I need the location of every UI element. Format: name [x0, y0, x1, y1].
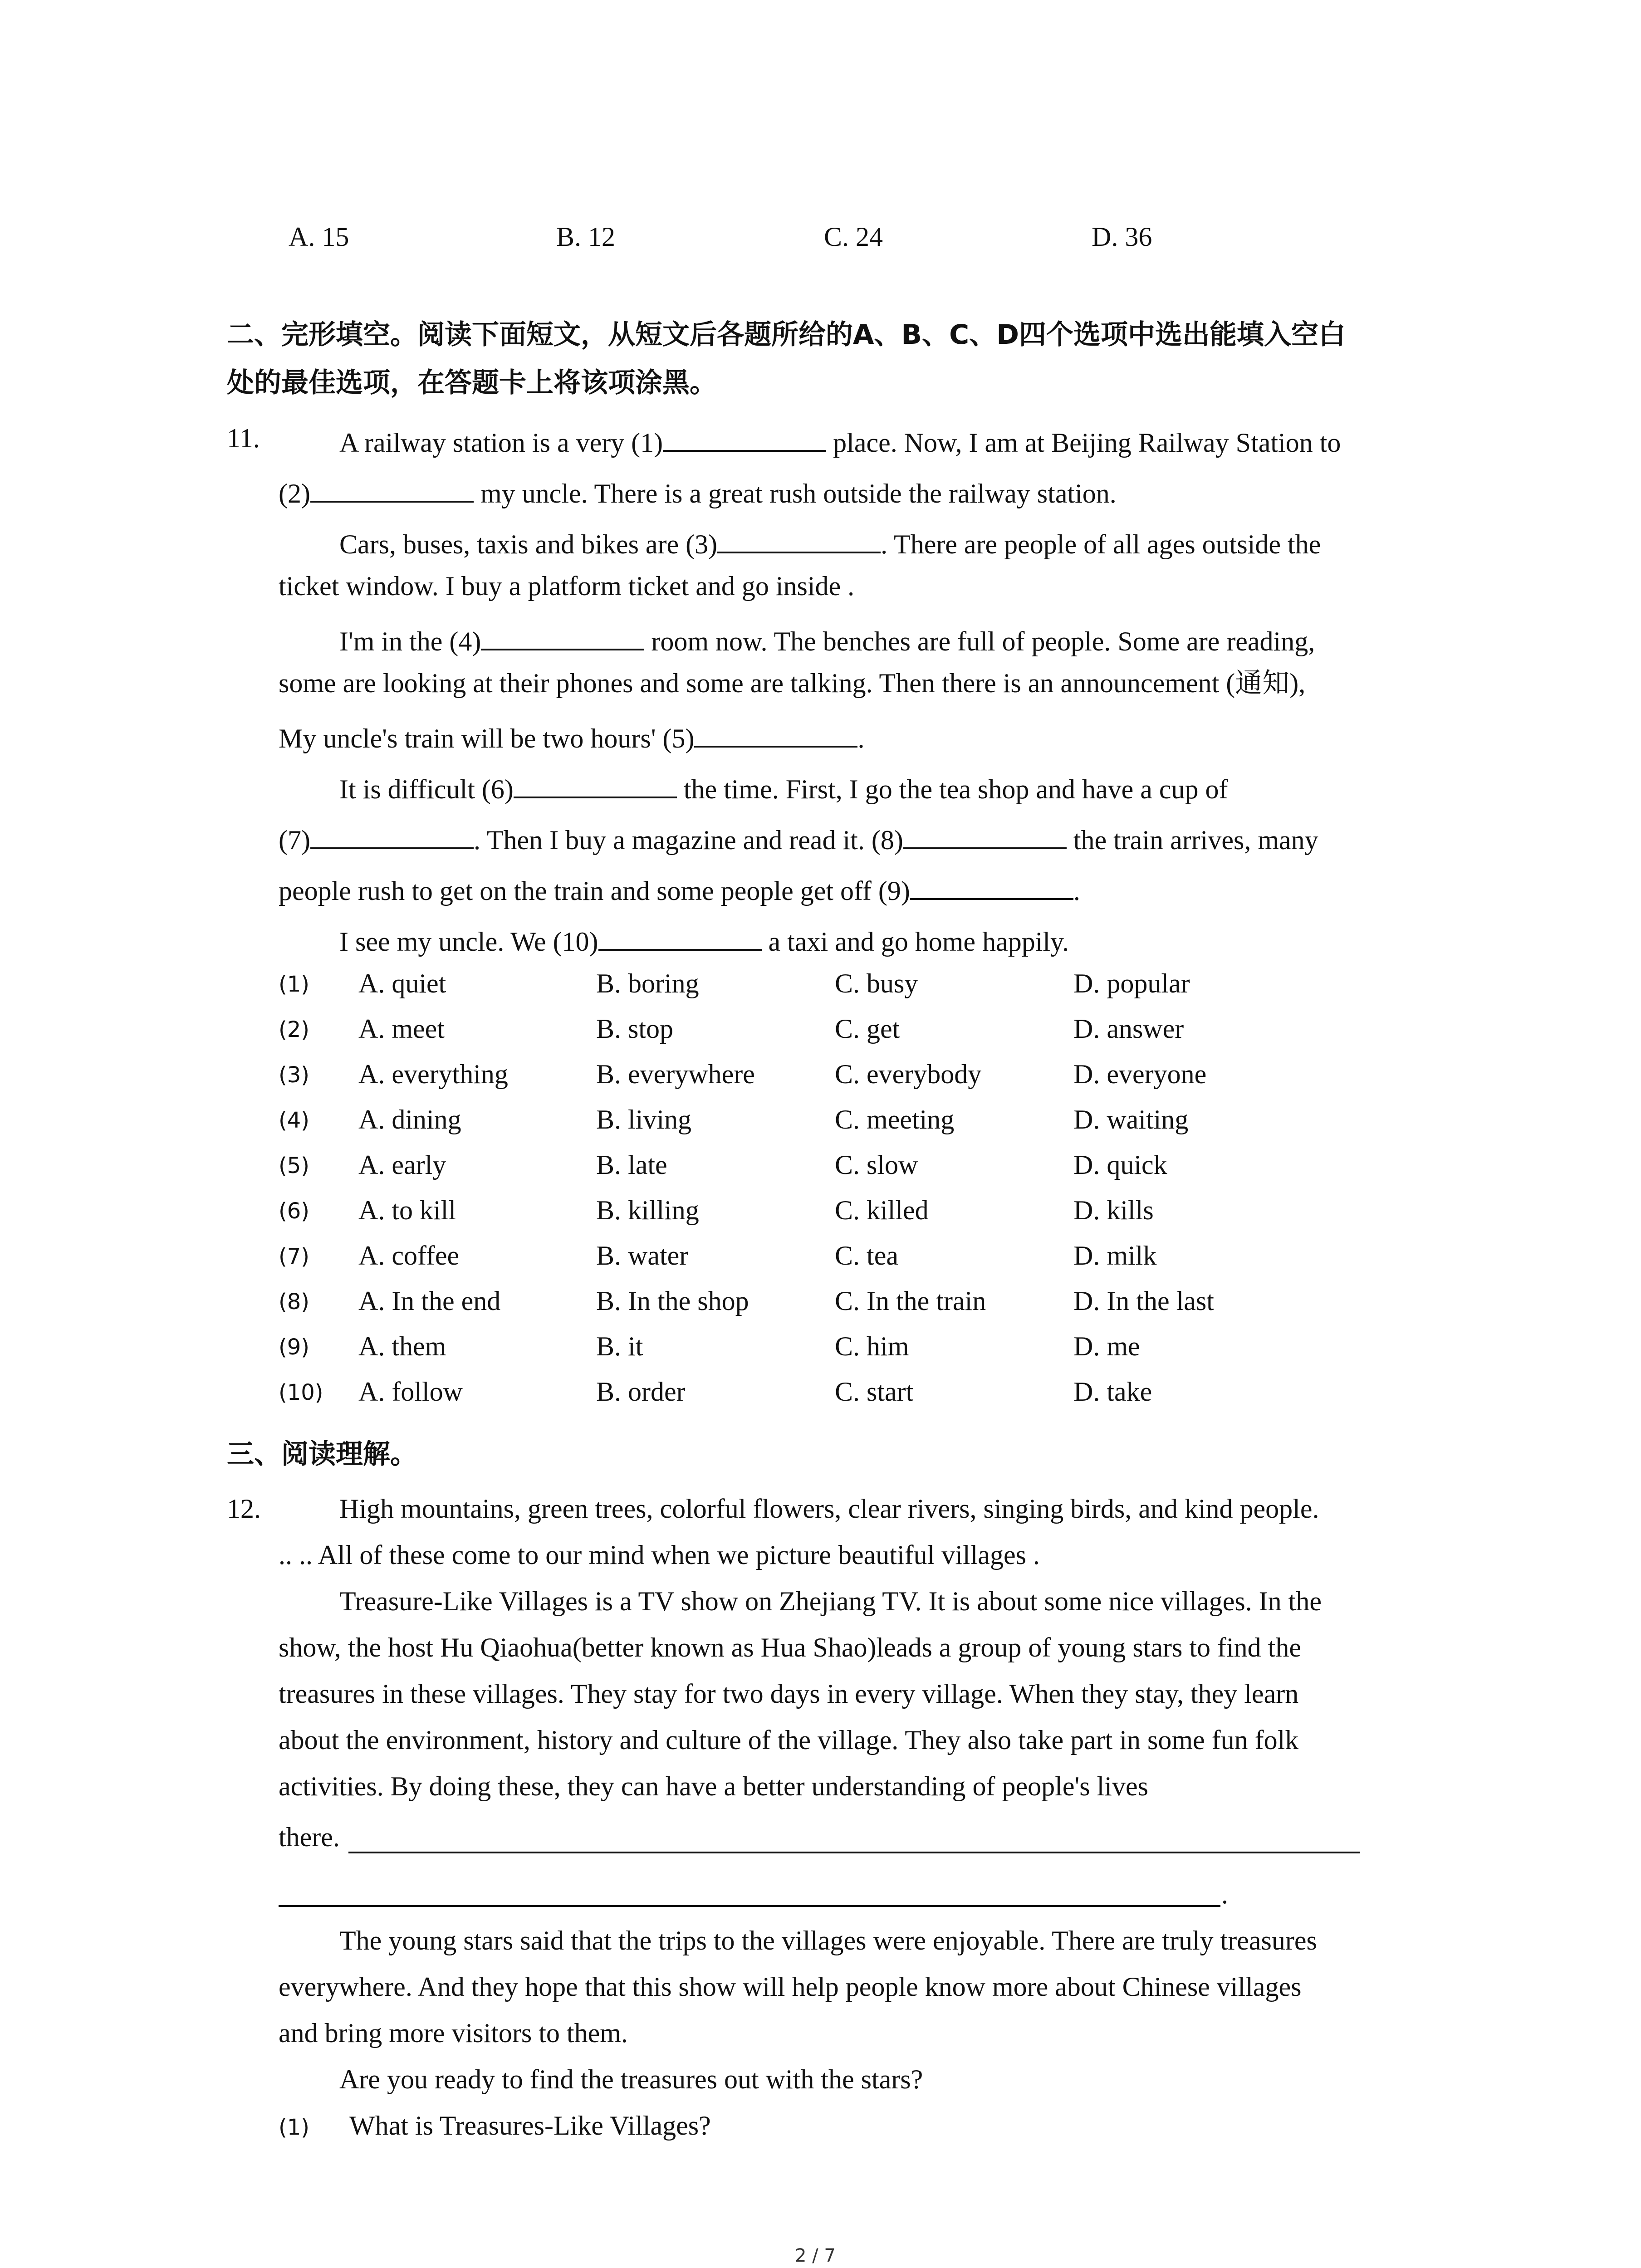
section2-heading-line1: 二、完形填空。阅读下面短文，从短文后各题所给的A、B、C、D四个选项中选出能填入空白	[227, 319, 1346, 351]
q12-line7: activities. By doing these, they can have a better understanding of people's lives	[279, 1771, 1148, 1801]
option-c[interactable]: C. everybody	[835, 1059, 982, 1089]
q11-text: room now. The benches are full of people. Some are reading,	[644, 626, 1315, 656]
option-number: (10)	[279, 1380, 323, 1405]
option-number: (4)	[279, 1108, 309, 1133]
q11-text: (7)	[279, 825, 310, 855]
page-number: 2 / 7	[795, 2245, 836, 2266]
q12-line1: High mountains, green trees, colorful flowers, clear rivers, singing birds, and kind people.	[339, 1494, 1319, 1524]
top-option-d: D. 36	[1092, 222, 1152, 252]
q11-line7	[279, 720, 864, 752]
option-d[interactable]: D. quick	[1073, 1150, 1167, 1180]
option-d[interactable]: D. take	[1073, 1377, 1152, 1407]
q11-text: (2)	[279, 479, 310, 508]
q12-line9-end: .	[1221, 1879, 1228, 1909]
q11-text: Cars, buses, taxis and bikes are (3)	[339, 529, 718, 559]
q11-text: My uncle's train will be two hours' (5)	[279, 723, 695, 753]
option-a[interactable]: A. quiet	[358, 968, 446, 998]
option-b[interactable]: B. order	[596, 1377, 686, 1407]
option-b[interactable]: B. living	[596, 1105, 692, 1134]
blank-6	[514, 771, 677, 798]
option-b[interactable]: B. killing	[596, 1195, 699, 1225]
answer-line[interactable]	[279, 1905, 1220, 1907]
option-c[interactable]: C. him	[835, 1331, 909, 1361]
blank-7	[310, 822, 474, 849]
q12-line13: Are you ready to find the treasures out with the stars?	[339, 2064, 923, 2094]
blank-3	[717, 526, 881, 553]
option-number: (8)	[279, 1289, 309, 1315]
q11-text: I'm in the (4)	[339, 626, 481, 656]
sub-question-text: What is Treasures-Like Villages?	[349, 2111, 711, 2141]
q11-line2	[279, 475, 1117, 507]
q12-line6: about the environment, history and culture of the village. They also take part in some fun folk	[279, 1725, 1299, 1755]
q11-text: my uncle. There is a great rush outside the railway station.	[473, 479, 1117, 508]
q11-text: people rush to get on the train and some people get off (9)	[279, 876, 910, 906]
top-option-b: B. 12	[556, 222, 616, 252]
option-d[interactable]: D. everyone	[1073, 1059, 1207, 1089]
option-c[interactable]: C. In the train	[835, 1286, 986, 1316]
blank-9	[910, 873, 1073, 900]
q11-text: the train arrives, many	[1066, 825, 1318, 855]
option-number: (6)	[279, 1198, 309, 1224]
q12-line10: The young stars said that the trips to the villages were enjoyable. There are truly treasures	[339, 1926, 1317, 1955]
q11-text: . There are people of all ages outside the	[881, 529, 1321, 559]
q11-text: a taxi and go home happily.	[761, 927, 1069, 957]
option-b[interactable]: B. boring	[596, 968, 699, 998]
option-c[interactable]: C. slow	[835, 1150, 918, 1180]
q11-line4: ticket window. I buy a platform ticket and go inside .	[279, 571, 855, 601]
option-c[interactable]: C. start	[835, 1377, 914, 1407]
option-b[interactable]: B. late	[596, 1150, 667, 1180]
option-c[interactable]: C. meeting	[835, 1105, 955, 1134]
q11-text: the time. First, I go the tea shop and have a cup of	[676, 774, 1228, 804]
sub-question-number: (1)	[279, 2115, 309, 2140]
blank-2	[310, 475, 474, 503]
option-a[interactable]: A. dining	[358, 1105, 461, 1134]
option-c[interactable]: C. killed	[835, 1195, 929, 1225]
option-d[interactable]: D. answer	[1073, 1014, 1184, 1044]
question-number: 11.	[227, 423, 260, 453]
option-number: (3)	[279, 1062, 309, 1088]
q11-text: .	[1073, 876, 1080, 906]
q11-text: I see my uncle. We (10)	[339, 927, 598, 957]
option-a[interactable]: A. follow	[358, 1377, 463, 1407]
answer-line[interactable]	[348, 1852, 1360, 1853]
top-option-a: A. 15	[289, 222, 349, 252]
blank-8	[903, 822, 1067, 849]
option-number: (9)	[279, 1334, 309, 1360]
q12-line8: there.	[279, 1822, 340, 1852]
option-a[interactable]: A. In the end	[358, 1286, 501, 1316]
option-number: (5)	[279, 1153, 309, 1178]
q12-line11: everywhere. And they hope that this show will help people know more about Chinese villages	[279, 1972, 1302, 2002]
q11-text: .	[857, 723, 865, 753]
option-b[interactable]: B. water	[596, 1241, 689, 1271]
option-d[interactable]: D. popular	[1073, 968, 1190, 998]
option-number: (1)	[279, 972, 309, 997]
option-b[interactable]: B. it	[596, 1331, 643, 1361]
q11-text: A railway station is a very (1)	[339, 428, 663, 458]
option-d[interactable]: D. In the last	[1073, 1286, 1214, 1316]
q11-line6: some are looking at their phones and some are talking. Then there is an announcement (通知),	[279, 668, 1306, 698]
option-b[interactable]: B. stop	[596, 1014, 674, 1044]
option-c[interactable]: C. tea	[835, 1241, 898, 1271]
q12-line5: treasures in these villages. They stay for two days in every village. When they stay, they learn	[279, 1679, 1299, 1709]
section2-heading-line2: 处的最佳选项，在答题卡上将该项涂黑。	[227, 367, 717, 399]
option-a[interactable]: A. everything	[358, 1059, 508, 1089]
blank-5	[694, 720, 857, 748]
q12-line12: and bring more visitors to them.	[279, 2018, 628, 2048]
top-option-c: C. 24	[824, 222, 883, 252]
option-a[interactable]: A. them	[358, 1331, 446, 1361]
q11-line5	[339, 623, 1315, 655]
q12-line4: show, the host Hu Qiaohua(better known as Hua Shao)leads a group of young stars to find the	[279, 1633, 1301, 1662]
option-number: (7)	[279, 1244, 309, 1269]
option-b[interactable]: B. everywhere	[596, 1059, 755, 1089]
section3-heading: 三、阅读理解。	[227, 1438, 417, 1470]
option-a[interactable]: A. coffee	[358, 1241, 460, 1271]
option-number: (2)	[279, 1017, 309, 1042]
option-c[interactable]: C. get	[835, 1014, 900, 1044]
q11-line9	[279, 822, 1318, 854]
option-a[interactable]: A. meet	[358, 1014, 445, 1044]
q11-line3	[339, 526, 1321, 558]
option-d[interactable]: D. kills	[1073, 1195, 1154, 1225]
q11-line10	[279, 873, 1080, 904]
option-a[interactable]: A. to kill	[358, 1195, 456, 1225]
q12-line3: Treasure-Like Villages is a TV show on Zhejiang TV. It is about some nice villages. In the	[339, 1586, 1322, 1616]
blank-1	[663, 425, 826, 452]
blank-4	[481, 623, 644, 650]
q11-line8	[339, 771, 1228, 803]
q11-text: It is difficult (6)	[339, 774, 514, 804]
option-a[interactable]: A. early	[358, 1150, 446, 1180]
question-number: 12.	[227, 1494, 261, 1524]
option-d[interactable]: D. me	[1073, 1331, 1140, 1361]
option-c[interactable]: C. busy	[835, 968, 918, 998]
option-b[interactable]: B. In the shop	[596, 1286, 749, 1316]
blank-10	[598, 924, 762, 951]
q11-text: . Then I buy a magazine and read it. (8)	[473, 825, 903, 855]
q11-line1	[339, 425, 1341, 456]
option-d[interactable]: D. waiting	[1073, 1105, 1189, 1134]
q12-line2: .. .. All of these come to our mind when we picture beautiful villages .	[279, 1540, 1040, 1570]
q11-line11	[339, 924, 1069, 955]
q11-text: place. Now, I am at Beijing Railway Station to	[826, 428, 1341, 458]
option-d[interactable]: D. milk	[1073, 1241, 1157, 1271]
